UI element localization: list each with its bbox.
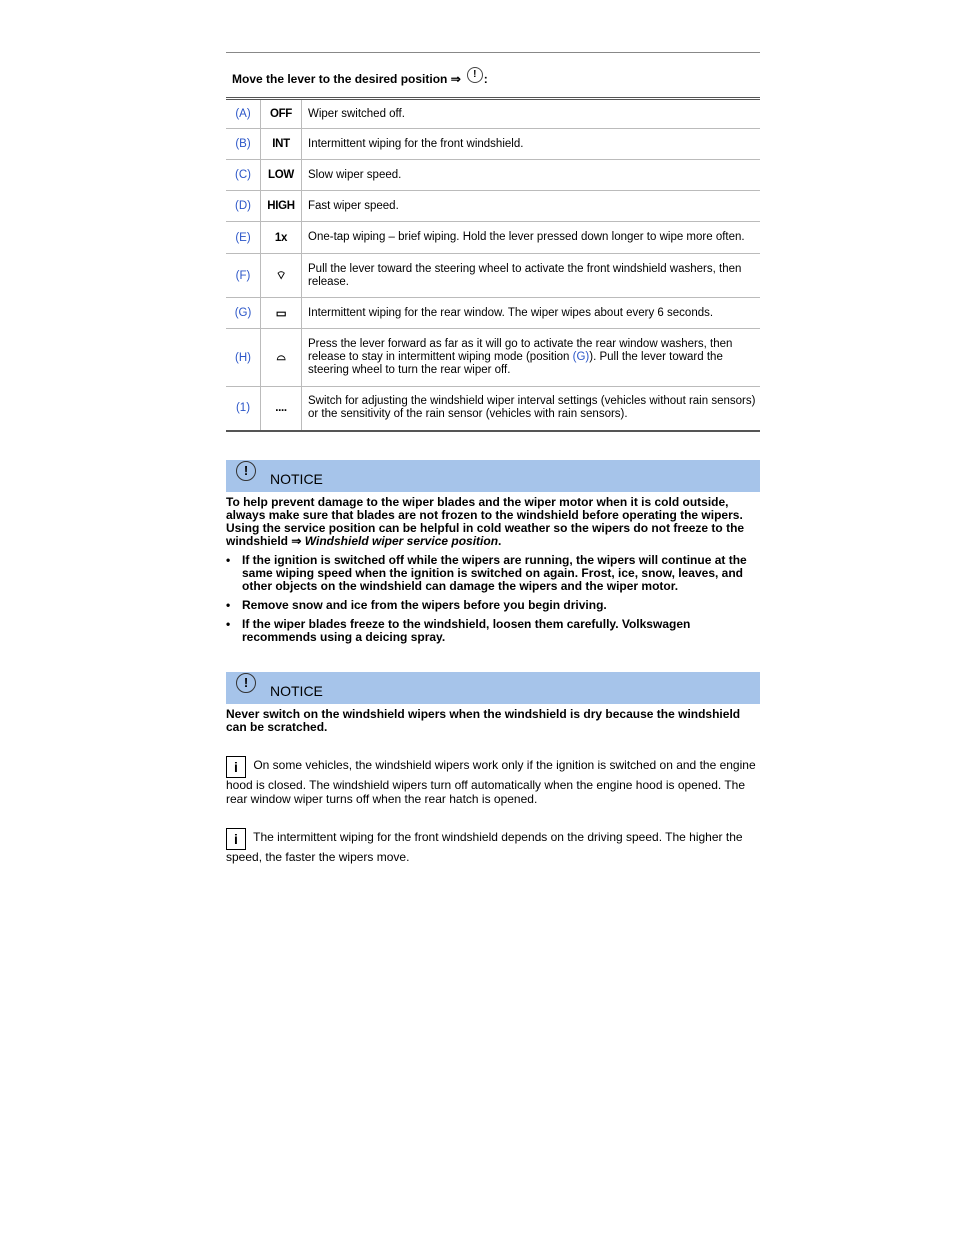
position-description: Switch for adjusting the windshield wiper interval settings (vehicles without rain sensors) or the sensitivity of the rain sensor (vehicles with rain sensors). <box>308 395 756 421</box>
position-description: Intermittent wiping for the rear window. The wiper wipes about every 6 seconds. <box>302 298 761 329</box>
one-tap-symbol-icon: 1x <box>261 222 302 254</box>
position-label: (F) <box>226 254 261 298</box>
description-text: Press the lever forward as far as it will go to activate the rear window washers, then release to stay in intermittent wiping mode (position <box>308 338 733 363</box>
list-item <box>226 599 760 612</box>
table-row <box>226 329 760 387</box>
high-symbol-icon: HIGH <box>261 191 302 222</box>
interval-switch-icon: .... <box>261 387 302 431</box>
notice-paragraph: Never switch on the windshield wipers when the windshield is dry because the windshield can be scratched. <box>226 706 741 734</box>
front-washer-icon: ⌔ <box>261 254 302 298</box>
notice-box-1 <box>226 460 760 644</box>
warning-icon: ! <box>236 461 256 481</box>
table-row <box>226 298 760 329</box>
rear-washer-icon: ⌓ <box>261 329 302 387</box>
notice-header <box>226 672 760 704</box>
service-position-link[interactable]: Windshield wiper service position <box>304 533 499 548</box>
bullet-text: Remove snow and ice from the wipers before you begin driving. <box>242 597 607 612</box>
notice-paragraph: To help prevent damage to the wiper blades and the wiper motor when it is cold outside, always make sure that blades are not frozen to the windshield before operating the wipers. Using the service position can be helpful in cold weather so the wipers do not freeze to the windshield ⇒ Windshield wiper service position. <box>226 494 745 548</box>
notice-body <box>226 492 760 644</box>
table-row <box>226 160 760 191</box>
info-text: On some vehicles, the windshield wipers work only if the ignition is switched on and the engine hood is closed. The windshield wipers turn off automatically when the engine hood is opened. The rear window wiper turns off when the rear hatch is opened. <box>226 757 756 806</box>
table-row <box>226 99 760 129</box>
notice-title: NOTICE <box>270 470 323 487</box>
position-description: Pull the lever toward the steering wheel to activate the front windshield washers, then release. <box>302 254 761 298</box>
list-item <box>226 554 760 593</box>
table-row <box>226 222 760 254</box>
table-row <box>226 129 760 160</box>
notice-box-2 <box>226 672 760 734</box>
position-label: (G) <box>226 298 261 329</box>
warning-icon: ! <box>467 67 483 83</box>
bullet-icon: • <box>226 597 231 612</box>
position-label: (D) <box>226 191 261 222</box>
int-symbol-icon: INT <box>261 129 302 160</box>
notice-title: NOTICE <box>270 682 323 699</box>
intro-colon: : <box>483 72 488 86</box>
position-description: One-tap wiping – brief wiping. Hold the lever pressed down longer to wipe more often. <box>302 222 761 254</box>
position-description: Wiper switched off. <box>302 99 761 129</box>
position-description: Fast wiper speed. <box>302 191 761 222</box>
warning-icon: ! <box>236 673 256 693</box>
bullet-text: If the wiper blades freeze to the windshield, loosen them carefully. Volkswagen recommends using a deicing spray. <box>242 616 691 644</box>
position-label: (H) <box>226 329 261 387</box>
table-row <box>226 191 760 222</box>
position-label: (C) <box>226 160 261 191</box>
position-label: (E) <box>226 222 261 254</box>
bullet-text: If the ignition is switched off while the wipers are running, the wipers will continue at the same wiping speed when the ignition is switched on again. Frost, ice, snow, leaves, and other objects on the windshield can damage the wipers and the wiper motor. <box>242 552 747 593</box>
notice-body <box>226 704 760 734</box>
notice-header <box>226 460 760 492</box>
position-description <box>302 329 761 387</box>
low-symbol-icon: LOW <box>261 160 302 191</box>
description-text: ). Pull the lever toward the steering wheel to turn the rear wiper off. <box>308 351 723 376</box>
position-g-reference: (G) <box>572 351 590 363</box>
position-label: (1) <box>235 402 251 415</box>
rear-wiper-icon: ▭ <box>261 298 302 329</box>
position-label: (A) <box>226 99 261 129</box>
info-note-1 <box>226 756 760 806</box>
off-symbol-icon: OFF <box>261 99 302 129</box>
position-label: (B) <box>226 129 261 160</box>
list-item <box>226 618 760 644</box>
bullet-icon: • <box>226 616 231 631</box>
position-description: Intermittent wiping for the front windshield. <box>302 129 761 160</box>
table-row <box>226 387 760 431</box>
xref-arrow: ⇒ <box>291 533 302 548</box>
info-icon: i <box>226 828 246 850</box>
intro-text: Move the lever to the desired position <box>232 72 448 86</box>
info-icon: i <box>226 756 246 778</box>
table-row <box>226 254 760 298</box>
page-content <box>226 52 760 864</box>
intro-arrow: ⇒ <box>450 72 461 86</box>
lever-positions-table <box>226 97 760 432</box>
info-note-2 <box>226 828 760 864</box>
position-description: Slow wiper speed. <box>302 160 761 191</box>
bullet-icon: • <box>226 552 231 567</box>
notice-text: To help prevent damage to the wiper blades and the wiper motor when it is cold outside, always make sure that blades are not frozen to the windshield before operating the wipers. Using the service position can be helpful in cold weather so the wipers do not freeze to the windshield <box>226 494 745 548</box>
intro-line <box>226 53 760 91</box>
info-text: The intermittent wiping for the front windshield depends on the driving speed. The higher the speed, the faster the wipers move. <box>226 829 743 864</box>
